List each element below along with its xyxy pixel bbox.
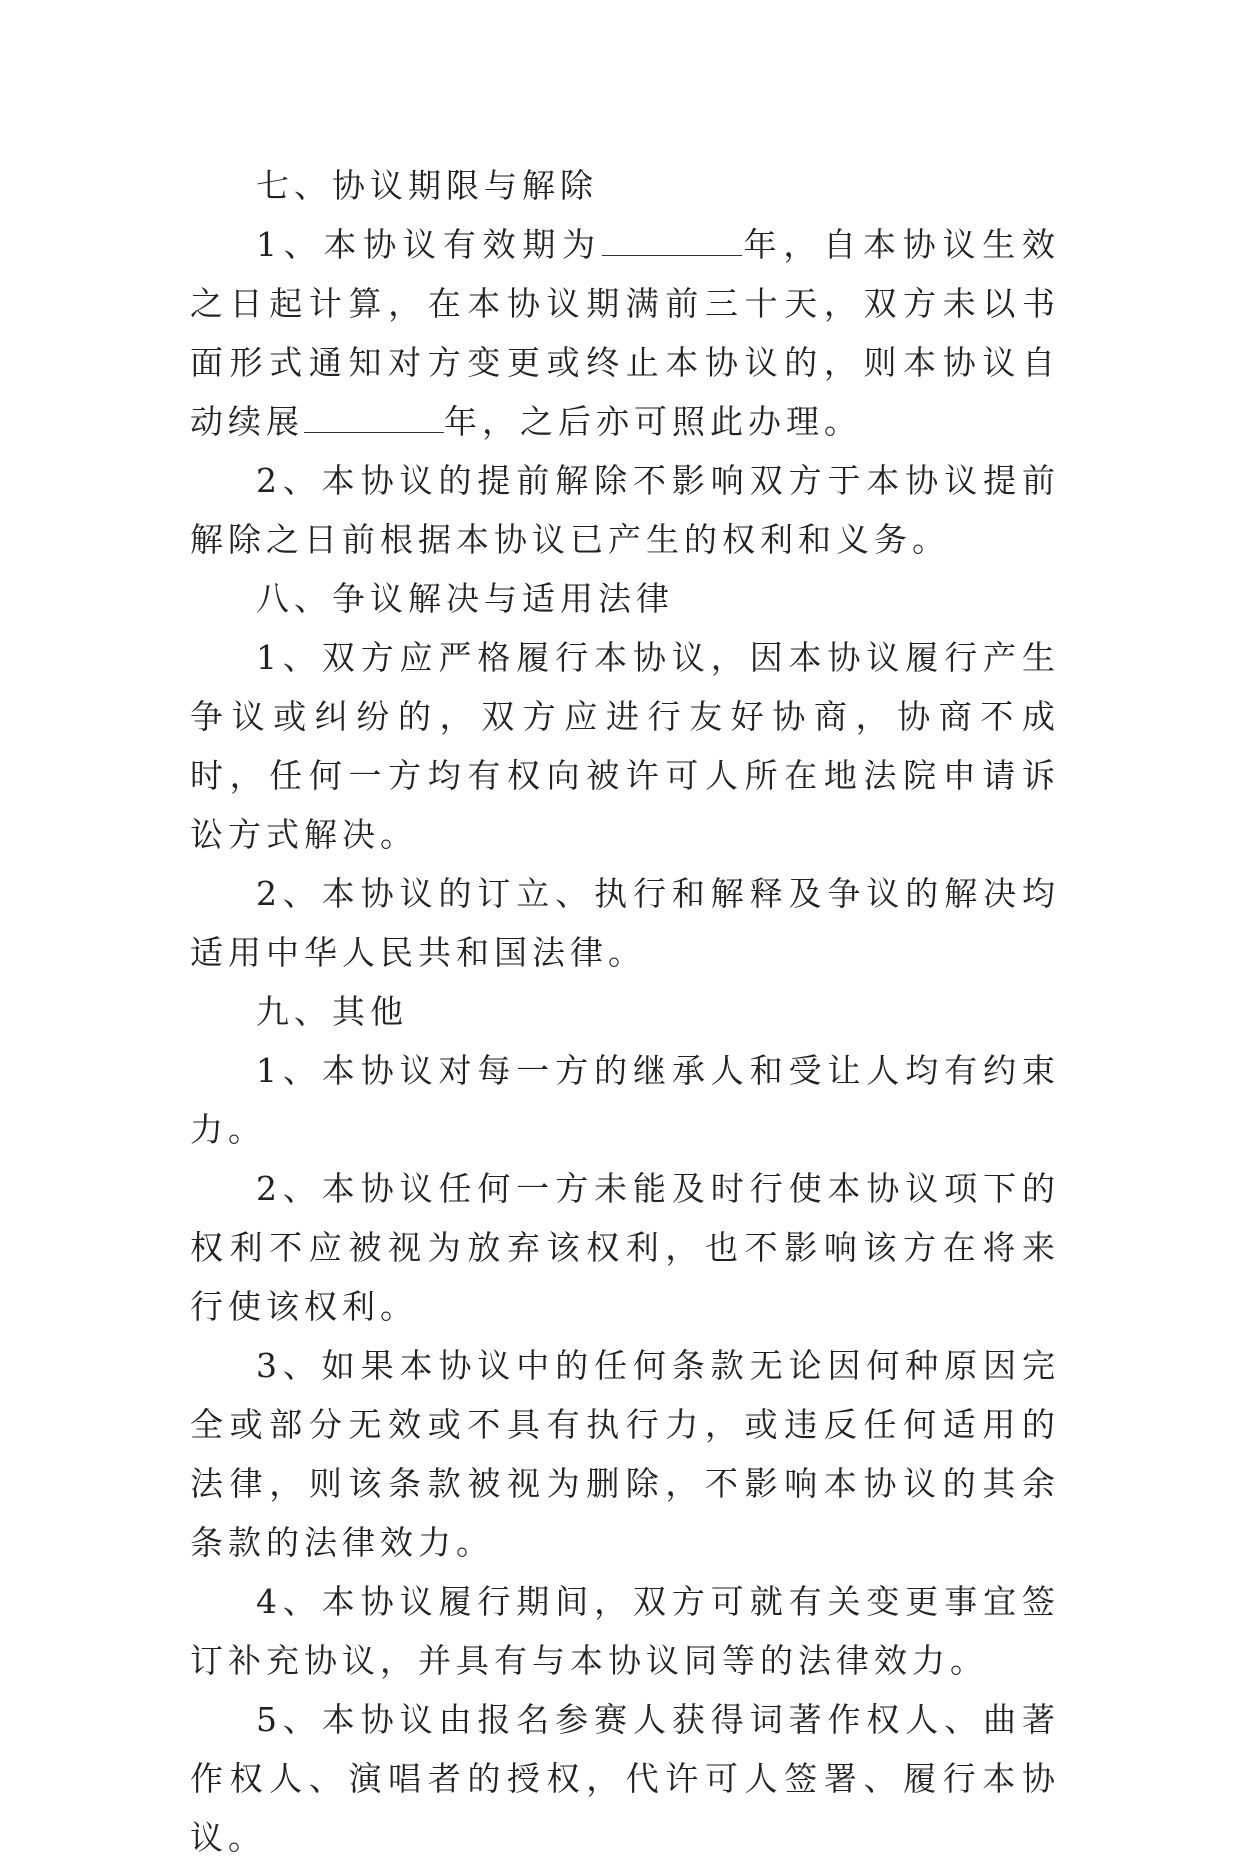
clause-text: 1、本协议有效期为 — [256, 225, 602, 264]
clause-severability: 3、如果本协议中的任何条款无论因何种原因完全或部分无效或不具有执行力，或违反任何适用的法律，则该条款被视为删除，不影响本协议的其余条款的法律效力。 — [190, 1346, 1060, 1562]
clause-supplementary: 4、本协议履行期间，双方可就有关变更事宜签订补充协议，并具有与本协议同等的法律效力。 — [190, 1582, 1060, 1680]
section-heading-term: 七、协议期限与解除 — [256, 166, 598, 205]
blank-field-renewal-years[interactable] — [304, 402, 444, 433]
clause-term-validity — [190, 215, 1060, 451]
clause-governing-law: 2、本协议的订立、执行和解释及争议的解决均适用中华人民共和国法律。 — [190, 874, 1060, 972]
clause-no-waiver: 2、本协议任何一方未能及时行使本协议项下的权利不应被视为放弃该权利，也不影响该方在将来行使该权利。 — [190, 1169, 1060, 1326]
document-page — [190, 156, 1060, 1867]
clause-early-termination: 2、本协议的提前解除不影响双方于本协议提前解除之日前根据本协议已产生的权利和义务。 — [190, 461, 1060, 559]
clause-authorization: 5、本协议由报名参赛人获得词著作权人、曲著作权人、演唱者的授权，代许可人签署、履行本协议。 — [190, 1700, 1060, 1857]
section-heading-dispute: 八、争议解决与适用法律 — [256, 579, 674, 618]
clause-dispute-resolution: 1、双方应严格履行本协议，因本协议履行产生争议或纠纷的，双方应进行友好协商，协商不成时，任何一方均有权向被许可人所在地法院申请诉讼方式解决。 — [190, 638, 1060, 854]
section-heading-other: 九、其他 — [256, 992, 408, 1031]
clause-binding-effect: 1、本协议对每一方的继承人和受让人均有约束力。 — [190, 1051, 1060, 1149]
clause-text: 年，自本协议生效之日起计算，在本协议期满前三十天，双方未以书面形式通知对方变更或终止本协议的，则本协议自动续展 — [190, 225, 1061, 441]
clause-text: 年，之后亦可照此办理。 — [444, 402, 862, 441]
blank-field-term-years[interactable] — [602, 225, 742, 256]
